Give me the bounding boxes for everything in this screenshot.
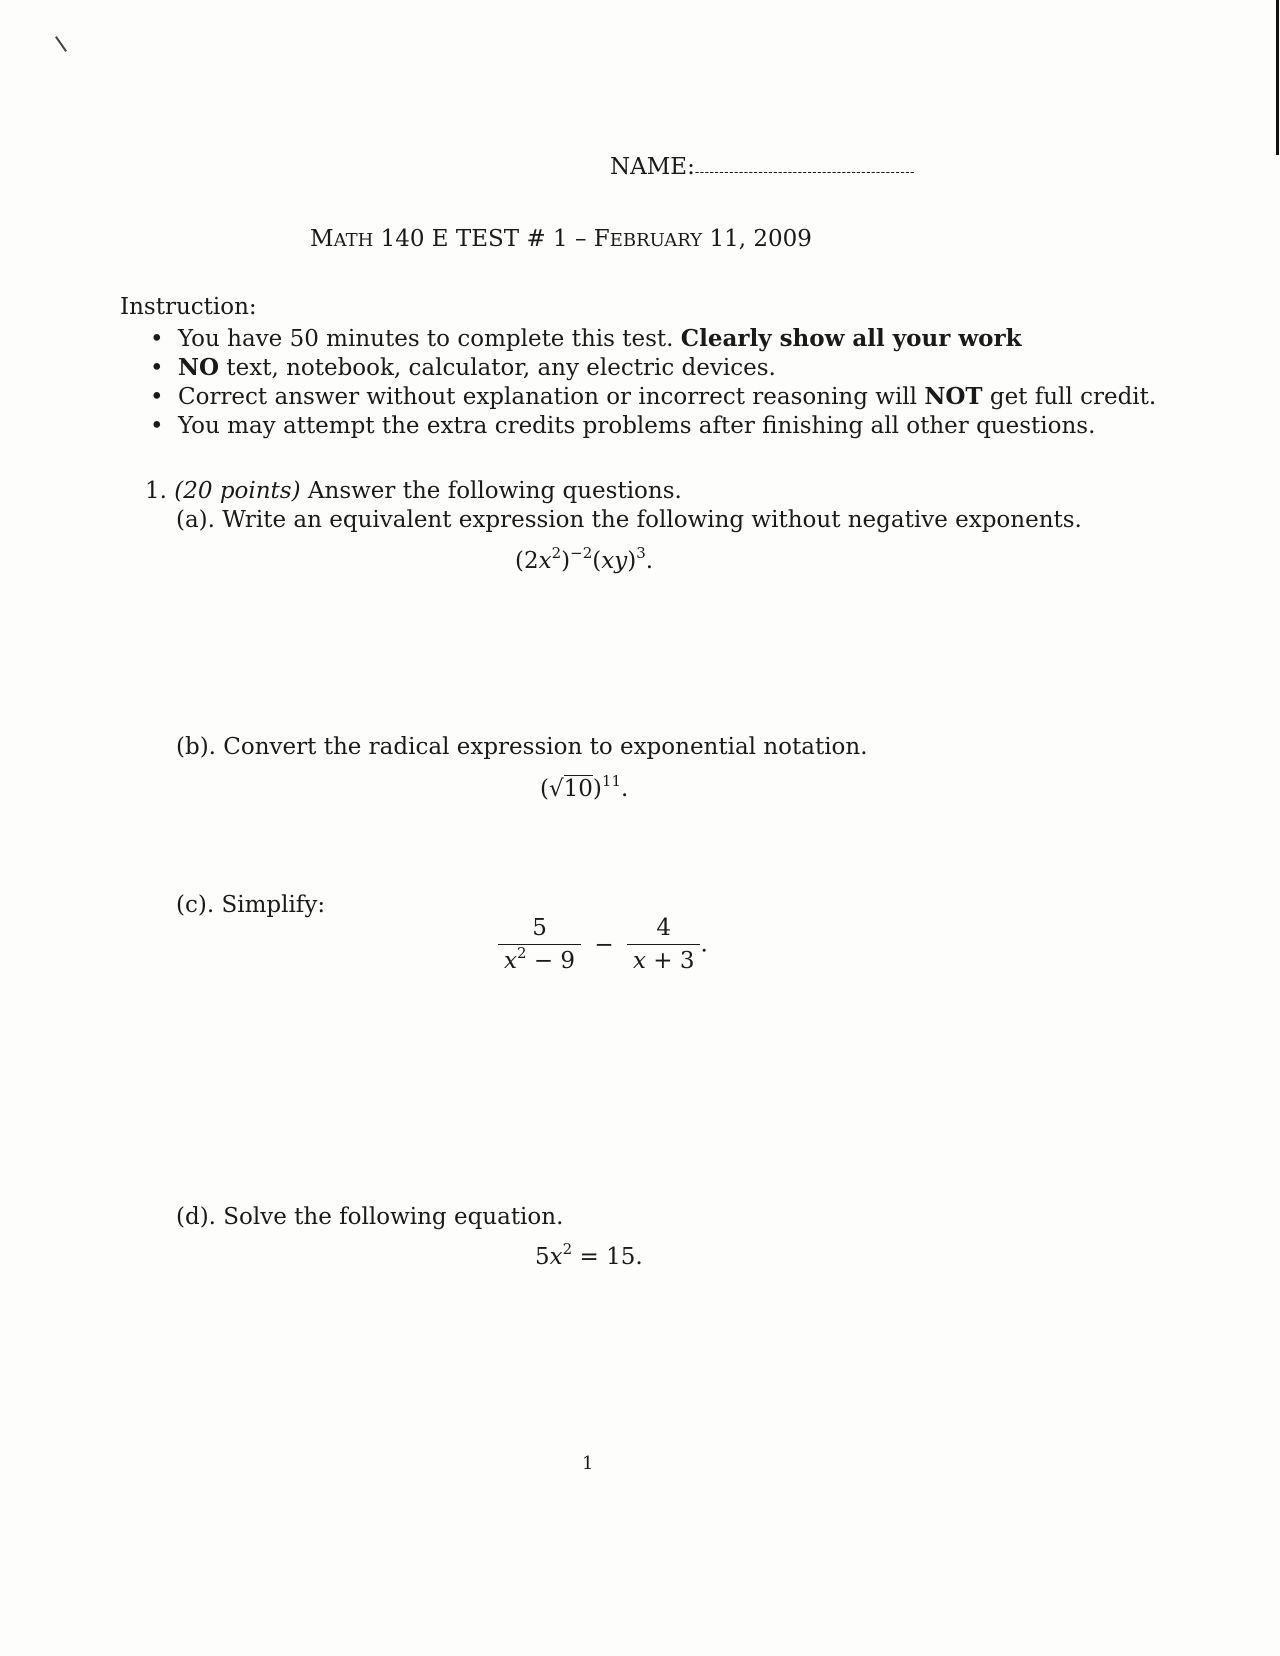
expression-1d: $5x^2 = 15$. <box>535 1240 643 1270</box>
scan-mark <box>55 36 67 52</box>
instruction-item-4: • You may attempt the extra credits problems after finishing all other questions. <box>150 413 1096 439</box>
name-line <box>610 152 915 188</box>
question-1d: (d). Solve the following equation. <box>176 1204 564 1230</box>
name-blank: --------------------------------------------- <box>694 165 915 180</box>
expression-1a: $(2x^2)^{-2}(xy)^3$. <box>515 544 654 574</box>
bullet-icon: • <box>150 413 164 439</box>
instruction-heading: Instruction: <box>120 294 257 320</box>
scan-right-edge <box>1276 0 1279 155</box>
page-title: MATH 140 E TEST # 1 – FEBRUARY 11, 2009 <box>310 226 812 252</box>
question-1c: (c). Simplify: <box>176 892 326 918</box>
instruction-item-2: • NO text, notebook, calculator, any electric devices. <box>150 354 776 381</box>
question-1a: (a). Write an equivalent expression the following without negative exponents. <box>176 507 1082 533</box>
fraction-1: $\frac{5}{x^2 - 9}$ <box>498 912 581 977</box>
question-1-header: 1. (20 points) Answer the following questions. <box>145 478 682 504</box>
page-number: 1 <box>582 1453 594 1474</box>
fraction-2: $\frac{4}{x + 3}$ <box>627 912 701 977</box>
bullet-icon: • <box>150 355 164 381</box>
expression-1b: $(√10)^{11}$. <box>540 772 629 802</box>
instruction-item-3: • Correct answer without explanation or incorrect reasoning will NOT get full credit. <box>150 383 1157 410</box>
expression-1c: $\frac{5}{x^2 - 9}$ − $\frac{4}{x + 3}$ . <box>498 912 708 977</box>
bullet-icon: • <box>150 384 164 410</box>
name-label: NAME: <box>610 154 695 180</box>
instruction-item-1: • You have 50 minutes to complete this test. Clearly show all your work <box>150 325 1022 352</box>
minus-operator: − <box>594 931 614 958</box>
bullet-icon: • <box>150 326 164 352</box>
question-1b: (b). Convert the radical expression to exponential notation. <box>176 734 868 760</box>
